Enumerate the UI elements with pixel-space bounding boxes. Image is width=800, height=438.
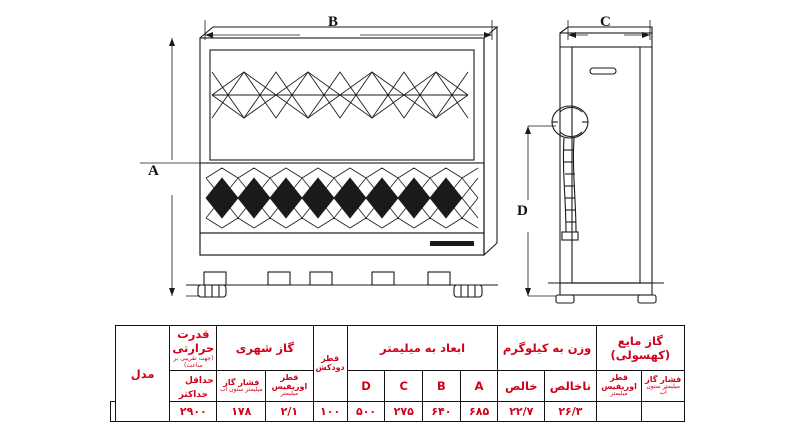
- header-heat-power: [170, 326, 217, 371]
- cell-city-gas-orifice: ۲/۱: [266, 402, 313, 422]
- cell-dim-a: ۶۸۵: [460, 402, 498, 422]
- header-dim-a: A: [460, 371, 498, 402]
- cell-model: [111, 402, 116, 422]
- cell-power: ۲۹۰۰: [170, 402, 217, 422]
- table-header-row-2: [111, 371, 685, 402]
- side-inner-cabinet: [572, 47, 640, 283]
- header-city-gas-pressure-label: فشار گاز: [223, 377, 260, 387]
- header-heat-power-label: قدرت حرارتی: [172, 327, 215, 355]
- side-foot-right: [638, 295, 656, 303]
- cell-weight-net: ۲۲/۷: [498, 402, 545, 422]
- front-legs: [204, 272, 450, 285]
- side-handle-slot: [590, 68, 616, 74]
- header-model: مدل: [116, 326, 170, 422]
- header-liquid-gas-orifice-label: قطر اوریفیس: [601, 373, 637, 391]
- gas-valve-assembly: [552, 106, 588, 138]
- side-foot-left: [556, 295, 574, 303]
- header-city-gas: گاز شهری: [217, 326, 313, 371]
- header-liquid-gas: گاز مایع (کهسولی): [596, 326, 684, 371]
- header-chimney: [313, 326, 347, 402]
- upper-grille-frame: [210, 50, 474, 160]
- table-row: [111, 402, 685, 422]
- header-city-gas-pressure: [217, 371, 266, 402]
- cell-dim-d: ۵۰۰: [347, 402, 385, 422]
- header-dim-d: D: [347, 371, 385, 402]
- cell-city-gas-pressure: ۱۷۸: [217, 402, 266, 422]
- side-base-bar: [560, 283, 652, 295]
- header-weight-gross: ناخالص: [545, 371, 597, 402]
- dimension-label-A: A: [148, 163, 159, 179]
- dimension-label-C: C: [600, 14, 611, 30]
- heater-lid: [200, 27, 497, 38]
- header-power-max: حداکثر: [178, 390, 208, 400]
- header-dim-b: B: [423, 371, 461, 402]
- header-city-gas-orifice: [266, 371, 313, 402]
- header-weight-net: خالص: [498, 371, 545, 402]
- cell-dim-b: ۶۴۰: [423, 402, 461, 422]
- cell-chimney-dia: ۱۰۰: [313, 402, 347, 422]
- grille-zigzag-pattern: [212, 72, 468, 118]
- dimension-label-B: B: [328, 14, 339, 30]
- header-power-min: حداقل: [184, 376, 214, 386]
- header-chimney-label: قطر دودکش: [315, 354, 345, 372]
- header-weight: وزن به کیلوگرم: [498, 326, 596, 371]
- dimension-label-D: D: [517, 203, 528, 219]
- header-city-gas-orifice-label: قطر اوریفیس: [271, 373, 308, 391]
- header-liquid-gas-orifice-sub: میلیمتر: [610, 390, 628, 398]
- specification-table: [110, 325, 685, 422]
- table-header-row-1: [111, 326, 685, 371]
- header-liquid-gas-pressure: [642, 371, 685, 402]
- header-power-minmax: [170, 371, 217, 402]
- control-knob-slot: [430, 241, 474, 246]
- header-dimensions: ابعاد به میلیمتر: [347, 326, 498, 371]
- header-city-gas-orifice-sub: میلیمتر: [280, 390, 299, 398]
- cell-liquid-gas-pressure: [642, 402, 685, 422]
- cell-dim-c: ۲۷۵: [385, 402, 423, 422]
- header-liquid-gas-pressure-label: فشار گاز: [645, 374, 682, 384]
- header-dim-c: C: [385, 371, 423, 402]
- heater-feet: [198, 285, 482, 297]
- burner-tube: [562, 138, 578, 240]
- header-city-gas-pressure-sub: میلیمتر ستون آب: [219, 386, 263, 394]
- cell-weight-gross: ۲۶/۳: [545, 402, 597, 422]
- header-liquid-gas-orifice: [596, 371, 642, 402]
- header-liquid-gas-pressure-sub: میلیمتر ستون آب: [646, 382, 681, 397]
- lattice-shading: [206, 178, 462, 218]
- header-heat-power-sub: (جهت تقریبی بر ساعت): [173, 355, 214, 369]
- cell-liquid-gas-orifice: [596, 402, 642, 422]
- heater-body: [200, 38, 484, 255]
